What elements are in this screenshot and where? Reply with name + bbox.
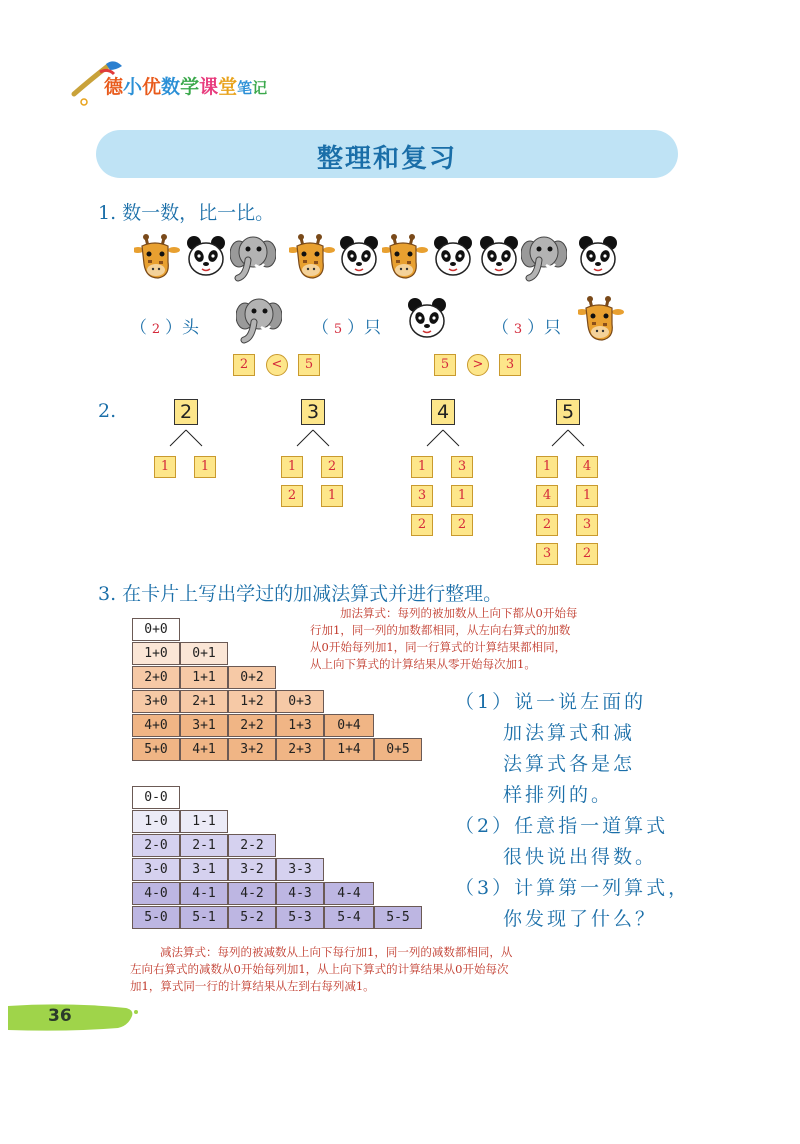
tree-part-number: 2 — [281, 485, 303, 507]
elephant-icon — [521, 232, 567, 282]
question-2: （2）任意指一道算式 很快说出得数。 — [455, 815, 669, 868]
elephant-icon — [230, 232, 276, 282]
equation-cell: 2-2 — [228, 834, 276, 857]
title-banner — [96, 130, 678, 178]
subtraction-note: 减法算式：每列的被减数从上向下每行加1，同一列的减数都相同，从 左向右算式的减数从0开始每列加1，从上向下算式的计算结果从0开始每次 加1，算式同一行的计算结果从左到右每列减1。 — [130, 945, 513, 993]
giraffe-icon — [134, 232, 180, 282]
grass-strip-icon — [8, 1002, 138, 1032]
logo-char: 笔 — [237, 79, 253, 97]
equation-cell: 3-3 — [276, 858, 324, 881]
equation-cell: 1+2 — [228, 690, 276, 713]
equation-cell: 4-3 — [276, 882, 324, 905]
equation-cell: 1+1 — [180, 666, 228, 689]
equation-cell: 5-5 — [374, 906, 422, 929]
equation-cell: 0+2 — [228, 666, 276, 689]
logo-char: 小 — [123, 76, 143, 98]
tree-part-number: 4 — [576, 456, 598, 478]
equation-cell: 5-3 — [276, 906, 324, 929]
count-elephant: （ 2 ）头 — [130, 318, 199, 338]
tree-part-number: 2 — [321, 456, 343, 478]
tree-part-number: 1 — [321, 485, 343, 507]
equation-cell: 1-1 — [180, 810, 228, 833]
equation-cell: 2+3 — [276, 738, 324, 761]
elephant-icon — [236, 294, 282, 344]
compare1-right: 5 — [298, 354, 320, 376]
tree-part-number: 1 — [536, 456, 558, 478]
equation-cell: 0+3 — [276, 690, 324, 713]
page-number-strip — [8, 1002, 138, 1032]
tree-top-number: 2 — [174, 399, 198, 425]
q1-prompt: 1. 数一数，比一比。 — [98, 202, 275, 224]
equation-cell: 5-1 — [180, 906, 228, 929]
equation-cell: 3-2 — [228, 858, 276, 881]
tree-part-number: 3 — [451, 456, 473, 478]
tree-part-number: 3 — [576, 514, 598, 536]
equation-cell: 3+2 — [228, 738, 276, 761]
giraffe-icon — [382, 232, 428, 282]
tree-part-number: 1 — [451, 485, 473, 507]
page-number: 36 — [48, 1006, 72, 1026]
q3-prompt: 3. 在卡片上写出学过的加减法算式并进行整理。 — [98, 583, 503, 605]
logo-char: 课 — [199, 76, 219, 98]
tree-part-number: 2 — [576, 543, 598, 565]
equation-cell: 1-0 — [132, 810, 180, 833]
equation-cell: 5-2 — [228, 906, 276, 929]
equation-cell: 0+4 — [324, 714, 374, 737]
equation-cell: 0-0 — [132, 786, 180, 809]
compare2-right: 3 — [499, 354, 521, 376]
equation-cell: 2-0 — [132, 834, 180, 857]
equation-cell: 0+1 — [180, 642, 228, 665]
tree-part-number: 2 — [451, 514, 473, 536]
panda-icon — [404, 294, 450, 344]
equation-cell: 1+4 — [324, 738, 374, 761]
equation-cell: 4-0 — [132, 882, 180, 905]
tree-part-number: 1 — [194, 456, 216, 478]
compare2-left: 5 — [434, 354, 456, 376]
equation-cell: 4-4 — [324, 882, 374, 905]
equation-cell: 5-0 — [132, 906, 180, 929]
equation-cell: 1+0 — [132, 642, 180, 665]
branch-lines — [166, 428, 206, 450]
tree-part-number: 2 — [536, 514, 558, 536]
header-logo — [70, 60, 330, 110]
equation-cell: 4+0 — [132, 714, 180, 737]
equation-cell: 5+0 — [132, 738, 180, 761]
equation-cell: 0+0 — [132, 618, 180, 641]
count-giraffe: （ 3 ）只 — [492, 318, 561, 338]
equation-cell: 3+0 — [132, 690, 180, 713]
tree-part-number: 1 — [576, 485, 598, 507]
tree-part-number: 1 — [154, 456, 176, 478]
giraffe-icon — [289, 232, 335, 282]
branch-lines — [293, 428, 333, 450]
branch-lines — [548, 428, 588, 450]
logo-char: 优 — [142, 76, 162, 98]
tree-part-number: 3 — [411, 485, 433, 507]
panda-icon — [575, 232, 621, 282]
logo-char: 学 — [180, 76, 200, 98]
equation-cell: 3-0 — [132, 858, 180, 881]
equation-cell: 4-2 — [228, 882, 276, 905]
equation-cell: 3+1 — [180, 714, 228, 737]
tree-part-number: 1 — [411, 456, 433, 478]
tree-part-number: 3 — [536, 543, 558, 565]
equation-cell: 0+5 — [374, 738, 422, 761]
equation-cell: 2+1 — [180, 690, 228, 713]
count-answer: 3 — [513, 322, 523, 337]
equation-cell: 4+1 — [180, 738, 228, 761]
addition-note: 加法算式：每列的被加数从上向下都从0开始每 行加1，同一列的加数都相同，从左向右算式的加数 从0开始每列加1，同一行算式的计算结果都相同， 从上向下算式的计算结果从零开始每次加1。 — [310, 606, 578, 671]
branch-lines — [423, 428, 463, 450]
question-3: （3）计算第一列算式， 你发现了什么？ — [455, 877, 691, 930]
equation-cell: 3-1 — [180, 858, 228, 881]
equation-cell: 2-1 — [180, 834, 228, 857]
panda-icon — [476, 232, 522, 282]
tree-top-number: 3 — [301, 399, 325, 425]
logo-char: 数 — [161, 76, 181, 98]
equation-cell: 5-4 — [324, 906, 374, 929]
tree-part-number: 1 — [281, 456, 303, 478]
tree-top-number: 5 — [556, 399, 580, 425]
equation-cell: 2+0 — [132, 666, 180, 689]
tree-part-number: 2 — [411, 514, 433, 536]
count-answer: 2 — [151, 322, 161, 337]
compare1-left: 2 — [233, 354, 255, 376]
logo-char: 记 — [252, 79, 268, 97]
giraffe-icon — [578, 294, 624, 344]
compare2-op: > — [467, 354, 489, 376]
equation-cell: 4-1 — [180, 882, 228, 905]
tree-part-number: 4 — [536, 485, 558, 507]
page-title: 整理和复习 — [316, 144, 457, 174]
logo-text — [104, 72, 267, 99]
logo-char: 堂 — [218, 76, 238, 98]
equation-cell: 2+2 — [228, 714, 276, 737]
panda-icon — [430, 232, 476, 282]
tree-top-number: 4 — [431, 399, 455, 425]
panda-icon — [336, 232, 382, 282]
logo-char: 德 — [104, 76, 124, 98]
q2-label: 2. — [98, 400, 117, 422]
count-panda: （ 5 ）只 — [312, 318, 381, 338]
count-answer: 5 — [333, 322, 343, 337]
equation-cell: 1+3 — [276, 714, 324, 737]
question-1: （1）说一说左面的 加法算式和减 法算式各是怎 样排列的。 — [455, 691, 647, 806]
compare1-op: < — [266, 354, 288, 376]
panda-icon — [183, 232, 229, 282]
